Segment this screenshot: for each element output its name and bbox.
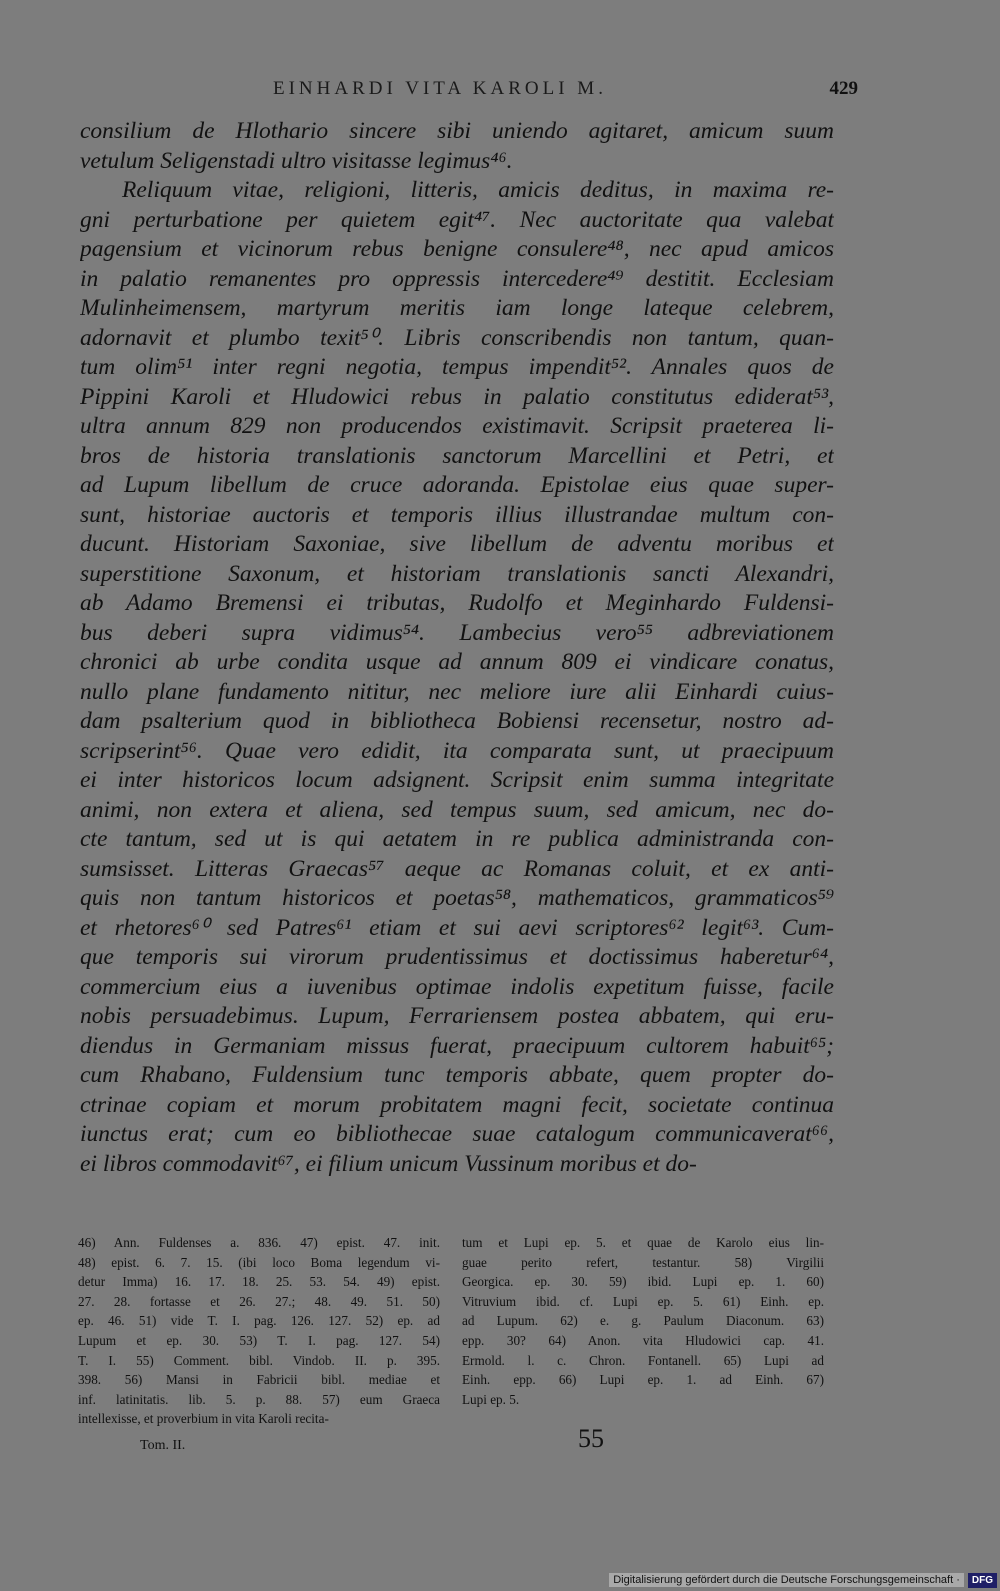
footnote-line: epp. 30? 64) Anon. vita Hludowici cap. 41. [462,1332,824,1348]
footnote-line: guae perito refert, testantur. 58) Virgilii [462,1254,824,1270]
text-line: nullo plane fundamento nititur, nec meliore iure alii Einhardi cuius- [80,678,834,705]
text-line: gni perturbatione per quietem egit⁴⁷. Nec auctoritate qua valebat [80,206,834,233]
text-line: ctrinae copiam et morum probitatem magni fecit, societate continua [80,1091,834,1118]
text-line: cte tantum, sed ut is qui aetatem in re publica administranda con- [80,826,834,852]
footnote-line: Lupum et ep. 30. 53) T. I. pag. 127. 54) [78,1332,440,1348]
footnote-line: detur Imma) 16. 17. 18. 25. 53. 54. 49) epist. [78,1274,440,1290]
footnote-line: Vitruvium ibid. cf. Lupi ep. 5. 61) Einh. ep. [462,1293,824,1309]
footnote-line: tum et Lupi ep. 5. et quae de Karolo eius lin- [462,1235,824,1250]
text-line: que temporis sui virorum prudentissimus et doctissimus haberetur⁶⁴, [80,944,834,970]
footnote-line: 27. 28. fortasse et 26. 27.; 48. 49. 51. 50) [78,1293,440,1309]
running-head: EINHARDI VITA KAROLI M. [273,78,607,99]
text-line: bus deberi supra vidimus⁵⁴. Lambecius vero⁵⁵ adbreviationem [80,619,834,646]
text-line: quis non tantum historicos et poetas⁵⁸, mathematicos, grammaticos⁵⁹ [80,885,834,911]
footnote-line: Ermold. l. c. Chron. Fontanell. 65) Lupi ad [462,1352,824,1368]
text-line: ducunt. Historiam Saxoniae, sive libellum de adventu moribus et [80,531,834,557]
footnotes-right-column [462,1233,824,1409]
text-line: consilium de Hlothario sincere sibi uniendo agitaret, amicum suum [80,118,834,144]
footnotes-left-column [78,1233,440,1429]
text-line: et rhetores⁶⁰ sed Patres⁶¹ etiam et sui aevi scriptores⁶² legit⁶³. Cum- [80,914,834,941]
text-line: Pippini Karoli et Hludowici rebus in palatio constitutus ediderat⁵³, [80,383,834,410]
text-line: chronici ab urbe condita usque ad annum 809 ei vindicare conatus, [80,649,834,675]
text-line: adornavit et plumbo texit⁵⁰. Libris conscribendis non tantum, quan- [80,324,834,351]
text-line: commercium eius a iuvenibus optimae indolis expetitum fuisse, facile [80,973,834,1000]
footnote-line: ep. 46. 51) vide T. I. pag. 126. 127. 52) ep. ad [78,1313,440,1329]
footnote-line: 46) Ann. Fuldenses a. 836. 47) epist. 47. init. [78,1235,440,1250]
text-line: in palatio remanentes pro oppressis intercedere⁴⁹ destitit. Ecclesiam [80,265,834,292]
text-line: animi, non extera et aliena, sed tempus suum, sed amicum, nec do- [80,796,834,823]
text-line: tum olim⁵¹ inter regni negotia, tempus impendit⁵². Annales quos de [80,354,834,380]
footnote-line: inf. latinitatis. lib. 5. p. 88. 57) eum Graeca [78,1391,440,1407]
footnote-line: Lupi ep. 5. [462,1391,520,1407]
dfg-logo-icon: DFG [968,1573,997,1588]
digitization-footer [609,1569,1000,1591]
footnote-line: intellexisse, et proverbium in vita Karoli recita- [78,1411,329,1427]
text-line: Reliquum vitae, religioni, litteris, amicis deditus, in maxima re- [122,177,834,203]
footnote-line: Georgica. ep. 30. 59) ibid. Lupi ep. 1. 60) [462,1274,824,1290]
text-line: Mulinheimensem, martyrum meritis iam longe lateque celebrem, [80,295,834,321]
text-line: ei libros commodavit⁶⁷, ei filium unicum Vussinum moribus et do- [80,1150,697,1177]
footnote-line: ad Lupum. 62) e. g. Paulum Diaconum. 63) [462,1313,824,1329]
footnote-line: T. I. 55) Comment. bibl. Vindob. II. p. 395. [78,1352,440,1368]
text-line: superstitione Saxonum, et historiam translationis sancti Alexandri, [80,560,834,587]
text-line: iunctus erat; cum eo bibliothecae suae catalogum communicaverat⁶⁶, [80,1121,834,1147]
text-line: pagensium et vicinorum rebus benigne consulere⁴⁸, nec apud amicos [80,236,834,262]
text-line: dam psalterium quod in bibliotheca Bobiensi recensetur, nostro ad- [80,708,834,734]
page-header [78,78,858,108]
sheet-number: 55 [578,1424,604,1453]
footnote-line: 48) epist. 6. 7. 15. (ibi loco Boma legendum vi- [78,1254,440,1270]
page-number: 429 [829,78,858,99]
text-line: ei inter historicos locum adsignent. Scripsit enim summa integritate [80,767,834,793]
text-line: diendus in Germaniam missus fuerat, praecipuum cultorem habuit⁶⁵; [80,1032,834,1059]
text-line: ad Lupum libellum de cruce adoranda. Epistolae eius quae super- [80,472,834,498]
main-text [80,117,834,1179]
text-line: scripserint⁵⁶. Quae vero edidit, ita comparata sunt, ut praecipuum [80,737,834,764]
text-line: cum Rhabano, Fuldensium tunc temporis abbate, quem propter do- [80,1062,834,1088]
footnote-line: 398. 56) Mansi in Fabricii bibl. mediae et [78,1372,440,1388]
text-line: nobis persuadebimus. Lupum, Ferrariensem postea abbatem, qui eru- [80,1003,834,1029]
text-line: ultra annum 829 non producendos existimavit. Scripsit praeterea li- [80,413,834,439]
volume-signature: Tom. II. [140,1438,186,1453]
footnote-line: Einh. epp. 66) Lupi ep. 1. ad Einh. 67) [462,1372,824,1388]
text-line: sumsisset. Litteras Graecas⁵⁷ aeque ac Romanas coluit, et ex anti- [80,855,834,882]
text-line: bros de historia translationis sanctorum Marcellini et Petri, et [80,442,834,469]
text-line: ab Adamo Bremensi ei tributas, Rudolfo et Meginhardo Fuldensi- [80,590,834,616]
text-line: vetulum Seligenstadi ultro visitasse legimus⁴⁶. [80,147,513,174]
text-line: sunt, historiae auctoris et temporis illius illustrandae multum con- [80,501,834,528]
footer-credit-text: Digitalisierung gefördert durch die Deutsche Forschungsgemeinschaft · [609,1573,964,1587]
